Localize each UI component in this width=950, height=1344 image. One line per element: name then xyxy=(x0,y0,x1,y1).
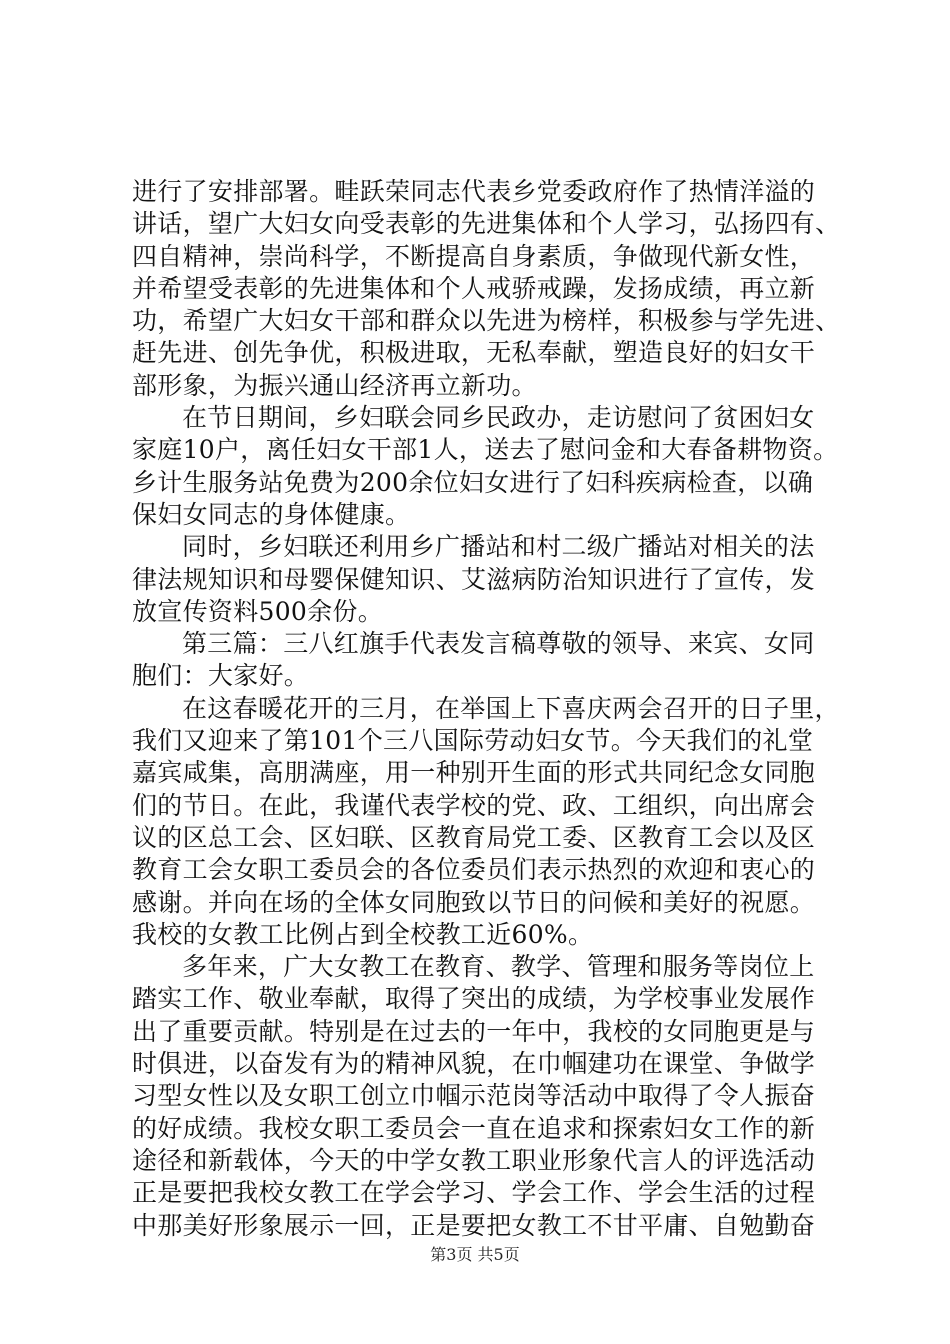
text-line: 律法规知识和母婴保健知识、艾滋病防治知识进行了宣传，发 xyxy=(132,564,816,594)
text-line: 我校的女教工比例占到全校教工近60%。 xyxy=(132,919,594,949)
text-line: 部形象，为振兴通山经济再立新功。 xyxy=(132,370,537,400)
text-line: 的好成绩。我校女职工委员会一直在追求和探索妇女工作的新 xyxy=(132,1113,816,1143)
text-line: 教育工会女职工委员会的各位委员们表示热烈的欢迎和衷心的 xyxy=(132,855,816,885)
text-line: 时俱进，以奋发有为的精神风貌，在巾帼建功在课堂、争做学 xyxy=(132,1049,816,1079)
text-line: 乡计生服务站免费为200余位妇女进行了妇科疾病检查，以确 xyxy=(132,467,814,497)
text-line: 胞们：大家好。 xyxy=(132,661,310,691)
text-line: 功，希望广大妇女干部和群众以先进为榜样，积极参与学先进、 xyxy=(132,306,841,336)
text-line: 家庭10户，离任妇女干部1人，送去了慰问金和大春备耕物资。 xyxy=(132,435,839,465)
text-line: 保妇女同志的身体健康。 xyxy=(132,499,411,529)
text-line: 讲话，望广大妇女向受表彰的先进集体和个人学习，弘扬四有、 xyxy=(132,209,841,239)
text-line: 中那美好形象展示一回，正是要把女教工不甘平庸、自勉勤奋 xyxy=(132,1210,816,1240)
document-body xyxy=(132,176,841,1242)
text-line: 并希望受表彰的先进集体和个人戒骄戒躁，发扬成绩，再立新 xyxy=(132,273,816,303)
text-line: 进行了安排部署。畦跃荣同志代表乡党委政府作了热情洋溢的 xyxy=(132,177,816,206)
text-line: 同时，乡妇联还利用乡广播站和村二级广播站对相关的法 xyxy=(182,532,815,562)
text-line: 出了重要贡献。特别是在过去的一年中，我校的女同胞更是与 xyxy=(132,1016,816,1046)
text-line: 正是要把我校女教工在学会学习、学会工作、学会生活的过程 xyxy=(132,1178,816,1208)
text-line: 们的节日。在此，我谨代表学校的党、政、工组织，向出席会 xyxy=(132,790,816,820)
text-line: 赶先进、创先争优，积极进取，无私奉献，塑造良好的妇女干 xyxy=(132,338,816,368)
text-line: 放宣传资料500余份。 xyxy=(132,596,384,626)
text-line: 踏实工作、敬业奉献，取得了突出的成绩，为学校事业发展作 xyxy=(132,984,816,1014)
text-line: 途径和新载体，今天的中学女教工职业形象代言人的评选活动 xyxy=(132,1145,816,1175)
page-footer: 第3页 共5页 xyxy=(430,1245,520,1264)
text-line: 多年来，广大女教工在教育、教学、管理和服务等岗位上 xyxy=(182,952,815,982)
text-line: 感谢。并向在场的全体女同胞致以节日的问候和美好的祝愿。 xyxy=(132,887,816,917)
text-line: 议的区总工会、区妇联、区教育局党工委、区教育工会以及区 xyxy=(132,822,816,852)
text-line: 在这春暖花开的三月，在举国上下喜庆两会召开的日子里， xyxy=(182,693,840,723)
text-line: 我们又迎来了第101个三八国际劳动妇女节。今天我们的礼堂 xyxy=(132,726,814,756)
text-line: 嘉宾咸集，高朋满座，用一种别开生面的形式共同纪念女同胞 xyxy=(132,758,816,788)
text-line: 第三篇：三八红旗手代表发言稿尊敬的领导、来宾、女同 xyxy=(182,629,815,659)
text-line: 四自精神，崇尚科学，不断提高自身素质，争做现代新女性， xyxy=(132,241,816,271)
text-line: 习型女性以及女职工创立巾帼示范岗等活动中取得了令人振奋 xyxy=(132,1081,816,1111)
text-line: 在节日期间，乡妇联会同乡民政办，走访慰问了贫困妇女 xyxy=(182,403,815,433)
